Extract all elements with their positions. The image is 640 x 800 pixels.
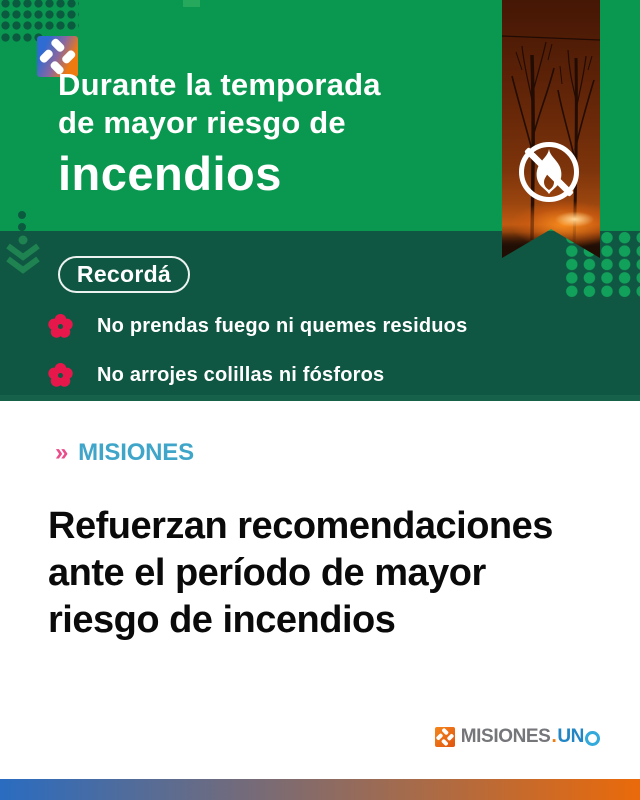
headline-line2: ante el período de mayor: [48, 552, 486, 594]
headline-line1: Refuerzan recomendaciones: [48, 505, 553, 547]
uno-o-ring-icon: [585, 731, 600, 746]
gradient-bar: [0, 779, 640, 800]
brand-text-un: UN: [557, 726, 584, 747]
recorda-badge: [58, 256, 190, 293]
recorda-badge-label: Recordá: [76, 261, 172, 287]
dot-grid-top-left: [0, 0, 79, 32]
section-kicker: [55, 439, 194, 467]
brand-text-misiones: MISIONES: [460, 726, 551, 747]
decorative-dot: [18, 223, 26, 231]
no-fire-icon: [514, 137, 584, 207]
headline-line3: riesgo de incendios: [48, 599, 396, 641]
section-label: MISIONES: [78, 439, 194, 466]
accent-rect: [183, 0, 200, 7]
reminder-text: No prendas fuego ni quemes residuos: [97, 315, 468, 337]
chevrons-right-icon: »: [55, 439, 69, 466]
decorative-dot: [18, 211, 26, 219]
pinwheel-glyph: [435, 727, 455, 747]
hero-title-line1: Durante la temporada: [58, 67, 381, 102]
list-item: [47, 313, 467, 340]
brand-dot: .: [551, 726, 557, 747]
list-item: [47, 362, 384, 389]
flower-icon: [47, 313, 74, 340]
sprout-chevron-icon: [6, 233, 42, 277]
misionesuno-pinwheel-icon: [435, 727, 455, 747]
flower-icon: [47, 362, 74, 389]
hero-title-line2: de mayor riesgo de: [58, 105, 346, 140]
reminder-text: No arrojes colillas ni fósforos: [97, 364, 385, 386]
hero-title: [58, 66, 381, 200]
article-headline: [48, 503, 618, 644]
reminder-section: [0, 231, 640, 401]
band-bottom-strip: [0, 395, 640, 401]
fire-photo-ribbon: [502, 0, 600, 258]
misionesuno-wordmark: [435, 725, 600, 749]
hero-title-line3: incendios: [58, 147, 282, 200]
fire-glow: [502, 0, 600, 258]
